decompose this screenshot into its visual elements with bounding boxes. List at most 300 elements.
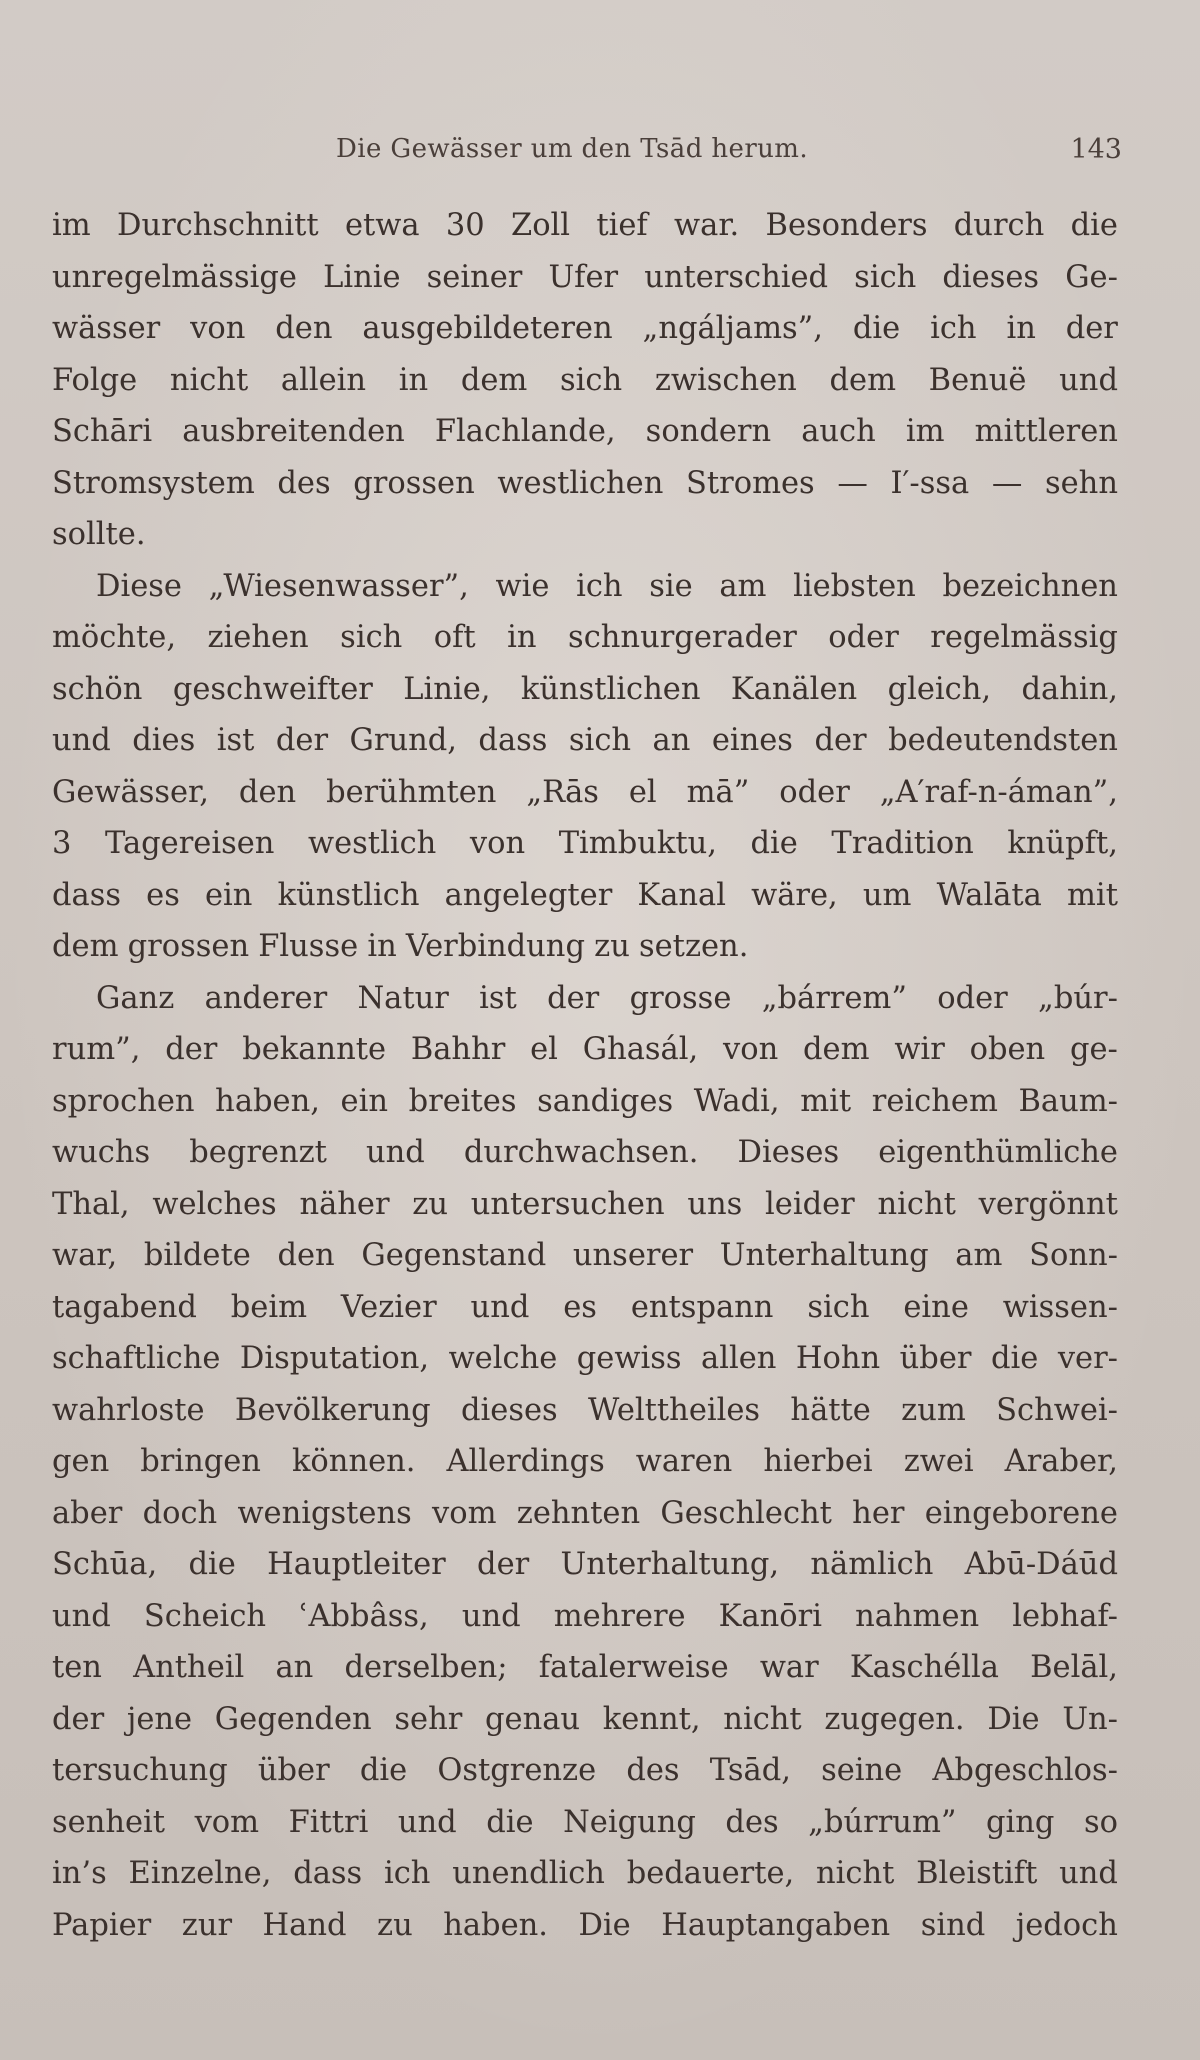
word: und <box>1059 1856 1118 1891</box>
text-line <box>52 664 1118 716</box>
word: wenigstens <box>237 1495 412 1531</box>
word: und <box>1059 362 1118 398</box>
text-line <box>52 1848 1118 1900</box>
word: ausbreitenden <box>182 414 405 449</box>
word: seiner <box>426 259 523 295</box>
word: mehrere <box>553 1598 686 1634</box>
text-line <box>52 509 1118 561</box>
word: oder <box>779 774 850 810</box>
word: unterschied <box>644 259 829 295</box>
word: el <box>628 774 657 810</box>
word: grossen <box>127 929 250 964</box>
word: Abgeschlos- <box>932 1753 1118 1788</box>
text-line <box>52 612 1118 664</box>
word: knüpft, <box>1007 826 1118 861</box>
word: bezeichnen <box>942 568 1118 604</box>
word: zu <box>594 929 630 964</box>
word: nämlich <box>810 1547 934 1582</box>
text-line <box>52 1642 1118 1694</box>
word: dem <box>52 929 119 964</box>
word: Unterhaltung, <box>560 1547 780 1582</box>
word: Linie, <box>403 671 491 707</box>
word: eingeborene <box>924 1495 1118 1531</box>
word: untersuchen <box>470 1186 665 1222</box>
word: dass <box>293 1856 363 1891</box>
word: es <box>563 1289 597 1325</box>
word: auch <box>801 414 876 449</box>
word: und <box>470 1289 530 1325</box>
word: schön <box>52 671 143 707</box>
word: bedauerte, <box>626 1856 795 1891</box>
word: sondern <box>645 414 772 449</box>
word: haben, <box>215 1083 320 1119</box>
word: dieses <box>460 1392 558 1428</box>
word: „Wiesenwasser”, <box>208 568 469 604</box>
word: zum <box>901 1392 966 1428</box>
word: war, <box>52 1238 118 1273</box>
word: Fittri <box>288 1804 369 1840</box>
word: uns <box>687 1186 743 1222</box>
word: Flusse <box>258 929 359 964</box>
word: geschweifter <box>172 671 373 707</box>
word: bringen <box>140 1444 261 1479</box>
word: ten <box>52 1650 102 1685</box>
word: wäre, <box>751 877 838 913</box>
word: ver- <box>1057 1341 1118 1376</box>
body-text <box>52 200 1118 1951</box>
page-header <box>96 134 1122 174</box>
word: angelegter <box>444 877 613 913</box>
word: bekannte <box>242 1032 387 1067</box>
word: Hand <box>262 1907 347 1943</box>
word: oder <box>828 620 899 655</box>
word: die <box>486 1804 534 1840</box>
word: Verbindung <box>405 929 585 964</box>
word: Schūa, <box>52 1547 158 1582</box>
word: ich <box>930 311 977 346</box>
word: Die <box>578 1907 631 1943</box>
word: — <box>991 465 1023 501</box>
word: senheit <box>52 1804 166 1840</box>
word: wie <box>495 568 550 604</box>
word: vom <box>432 1495 497 1531</box>
word: „búr- <box>1038 980 1118 1016</box>
word: wuchs <box>52 1135 151 1170</box>
word: genau <box>485 1701 581 1737</box>
word: derselben; <box>344 1650 508 1685</box>
word: „bárrem” <box>761 980 907 1016</box>
text-line <box>52 1024 1118 1076</box>
word: Kanälen <box>730 671 858 707</box>
word: des <box>725 1804 779 1840</box>
word: Antheil <box>133 1650 245 1685</box>
word: beim <box>230 1289 308 1325</box>
word: dass <box>52 877 122 913</box>
word: sind <box>920 1907 986 1943</box>
word: näher <box>299 1186 390 1222</box>
word: zehnten <box>516 1495 641 1531</box>
word: bildete <box>143 1238 251 1273</box>
word: — <box>837 465 868 501</box>
word: anderer <box>204 980 328 1016</box>
word: Linie <box>323 259 401 295</box>
word: sich <box>854 259 917 295</box>
word: Hohn <box>795 1341 881 1376</box>
word: waren <box>635 1444 733 1479</box>
word: „búrrum” <box>808 1804 957 1840</box>
word: war. <box>674 208 740 243</box>
word: den <box>275 311 333 346</box>
word: Natur <box>357 980 449 1016</box>
word: tagabend <box>52 1289 197 1325</box>
word: und <box>52 723 111 758</box>
word: im <box>52 208 91 243</box>
word: sprochen <box>52 1083 195 1119</box>
word: Araber, <box>1004 1444 1118 1479</box>
word: war <box>759 1650 819 1685</box>
word: in <box>507 620 537 655</box>
word: Kanōri <box>718 1598 822 1634</box>
word: ein <box>340 1083 388 1119</box>
word: Folge <box>52 362 138 398</box>
word: Ostgrenze <box>437 1753 597 1788</box>
page-number: 143 <box>1070 134 1122 165</box>
word: Tsād, <box>709 1753 791 1788</box>
word: leider <box>765 1186 855 1222</box>
word: wahrloste <box>52 1392 205 1428</box>
word: seine <box>821 1753 903 1788</box>
word: den <box>238 774 297 810</box>
word: die <box>852 311 901 346</box>
word: der <box>1065 311 1118 346</box>
word: oder <box>937 980 1008 1016</box>
text-line <box>52 921 1118 973</box>
word: gewiss <box>576 1341 682 1376</box>
word: Bahhr <box>410 1032 506 1067</box>
word: Vezier <box>340 1289 437 1325</box>
word: Die <box>987 1701 1040 1737</box>
word: von <box>190 311 246 346</box>
word: die <box>359 1753 408 1788</box>
word: Thal, <box>52 1186 130 1222</box>
word: tersuchung <box>52 1753 228 1788</box>
word: westlich <box>308 826 437 861</box>
word: und <box>366 1135 425 1170</box>
word: zugegen. <box>824 1701 965 1737</box>
word: die <box>1070 208 1118 243</box>
word: der <box>52 1701 105 1737</box>
word: unserer <box>572 1238 694 1273</box>
word: von <box>722 1032 779 1067</box>
word: von <box>469 826 526 861</box>
text-line <box>52 1900 1118 1952</box>
word: Bevölkerung <box>234 1392 431 1428</box>
word: Wadi, <box>693 1083 780 1119</box>
word: begrenzt <box>189 1135 327 1170</box>
word: entspann <box>630 1289 774 1325</box>
word: Durchschnitt <box>116 208 319 243</box>
word: Geschlecht <box>660 1495 832 1531</box>
word: durch <box>953 208 1045 243</box>
word: dem <box>803 1032 870 1067</box>
word: sehn <box>1044 465 1118 501</box>
word: des <box>277 465 331 501</box>
word: regelmässig <box>930 620 1118 655</box>
text-line <box>52 406 1118 458</box>
word: Neigung <box>563 1804 696 1840</box>
text-line <box>52 1539 1118 1591</box>
word: breites <box>408 1083 517 1119</box>
word: mittleren <box>974 414 1118 449</box>
word: reichem <box>871 1083 998 1119</box>
word: dies <box>132 723 196 758</box>
word: zwischen <box>654 362 797 398</box>
word: in <box>398 362 429 398</box>
word: wässer <box>52 311 161 346</box>
word: vom <box>194 1804 260 1840</box>
word: mit <box>1067 877 1118 913</box>
word: eigenthümliche <box>878 1135 1118 1170</box>
word: der <box>477 1547 530 1582</box>
word: unregelmässige <box>52 259 297 295</box>
word: der <box>547 980 600 1016</box>
word: möchte, <box>52 620 177 655</box>
text-line <box>52 1333 1118 1385</box>
word: berühmten <box>326 774 497 810</box>
word: Kanal <box>637 877 726 913</box>
word: dem <box>460 362 528 398</box>
word: doch <box>142 1495 218 1531</box>
word: schaftliche <box>52 1341 221 1376</box>
word: jedoch <box>1015 1907 1118 1943</box>
word: sie <box>649 568 693 604</box>
word: Hauptleiter <box>267 1547 446 1582</box>
word: die <box>188 1547 236 1582</box>
word: und <box>52 1598 111 1634</box>
word: grosse <box>629 980 732 1016</box>
word: jene <box>126 1701 193 1737</box>
word: ʿAbbâss, <box>299 1598 429 1634</box>
word: Timbuktu, <box>558 826 717 861</box>
word: wissen- <box>1002 1289 1118 1325</box>
word: nahmen <box>855 1598 980 1634</box>
word: zwei <box>903 1444 974 1479</box>
text-line <box>52 1745 1118 1797</box>
word: westlichen <box>497 465 664 501</box>
word: und <box>461 1598 521 1634</box>
word: und <box>397 1804 457 1840</box>
word: Sonn- <box>1029 1238 1118 1273</box>
word: über <box>257 1753 330 1788</box>
word: ein <box>205 877 253 913</box>
word: aber <box>52 1495 123 1531</box>
word: in’s <box>52 1856 107 1891</box>
word: ausgebildeteren <box>362 311 613 346</box>
word: „Rās <box>526 774 599 810</box>
word: des <box>626 1753 680 1788</box>
word: Walāta <box>936 877 1042 913</box>
word: kennt, <box>602 1701 701 1737</box>
word: Flachlande, <box>434 414 616 449</box>
word: bedeutendsten <box>888 723 1118 758</box>
word: über <box>899 1341 972 1376</box>
word: hierbei <box>763 1444 873 1479</box>
word: Belāl, <box>1030 1650 1118 1685</box>
word: grossen <box>353 465 475 501</box>
word: nicht <box>723 1701 802 1737</box>
word: in <box>1006 311 1036 346</box>
word: zu <box>377 1907 413 1943</box>
word: sollte. <box>52 517 146 552</box>
text-line <box>52 1282 1118 1334</box>
word: Bleistift <box>916 1856 1038 1891</box>
word: Ge- <box>1065 259 1118 295</box>
word: „ngáljams”, <box>642 311 823 346</box>
word: Stromsystem <box>52 465 255 501</box>
word: Schwei- <box>996 1392 1118 1428</box>
word: 3 <box>52 826 72 861</box>
word: an <box>652 723 691 758</box>
word: ging <box>985 1804 1055 1840</box>
word: sich <box>560 362 623 398</box>
word: tief <box>596 208 648 243</box>
word: ge- <box>1069 1032 1118 1067</box>
word: vergönnt <box>978 1186 1118 1222</box>
word: Gegenstand <box>361 1238 547 1273</box>
word: Zoll <box>511 208 571 243</box>
word: Gewässer, <box>52 774 209 810</box>
word: Scheich <box>143 1598 267 1634</box>
word: fatalerweise <box>538 1650 729 1685</box>
text-line <box>52 870 1118 922</box>
word: um <box>862 877 912 913</box>
word: dem <box>829 362 896 398</box>
word: unendlich <box>452 1856 605 1891</box>
text-line <box>52 458 1118 510</box>
text-line <box>52 303 1118 355</box>
word: Tagereisen <box>104 826 275 861</box>
word: zur <box>181 1907 233 1943</box>
word: rum”, <box>52 1032 141 1067</box>
word: setzen. <box>638 929 749 964</box>
word: am <box>719 568 767 604</box>
word: sandiges <box>537 1083 674 1119</box>
word: Einzelne, <box>128 1856 272 1891</box>
word: künstlich <box>277 877 420 913</box>
word: Un- <box>1062 1701 1118 1737</box>
text-line <box>52 1179 1118 1231</box>
word: her <box>852 1495 905 1531</box>
word: Besonders <box>765 208 928 243</box>
word: Allerdings <box>446 1444 605 1479</box>
word: im <box>905 414 945 449</box>
word: schnurgerader <box>568 620 797 655</box>
word: der <box>275 723 329 758</box>
word: Unterhaltung <box>719 1238 929 1273</box>
text-line <box>52 818 1118 870</box>
text-line <box>52 1127 1118 1179</box>
text-line <box>52 973 1118 1025</box>
word: gen <box>52 1444 110 1479</box>
word: der <box>814 723 867 758</box>
text-line <box>52 767 1118 819</box>
word: Schāri <box>52 414 153 449</box>
word: künstlichen <box>520 671 701 707</box>
word: ziehen <box>207 620 309 655</box>
word: Grund, <box>349 723 457 758</box>
word: nicht <box>877 1186 956 1222</box>
text-line <box>52 561 1118 613</box>
word: Stromes <box>685 465 815 501</box>
word: sich <box>568 723 632 758</box>
word: Kaschélla <box>849 1650 999 1685</box>
word: Dieses <box>737 1135 840 1170</box>
word: dahin, <box>1021 671 1118 707</box>
word: durchwachsen. <box>463 1135 699 1170</box>
word: mit <box>800 1083 852 1119</box>
word: am <box>955 1238 1003 1273</box>
word: Disputation, <box>239 1341 430 1376</box>
word: mā” <box>686 774 750 810</box>
running-title: Die Gewässer um den Tsād herum. <box>336 134 809 164</box>
text-line <box>52 355 1118 407</box>
word: wir <box>894 1032 945 1067</box>
text-line <box>52 1385 1118 1437</box>
text-line <box>52 1488 1118 1540</box>
word: Diese <box>96 568 182 604</box>
word: Papier <box>52 1907 152 1943</box>
word: Benuë <box>928 362 1027 398</box>
word: allen <box>701 1341 777 1376</box>
text-line <box>52 1076 1118 1128</box>
word: es <box>146 877 180 913</box>
word: liebsten <box>793 568 916 604</box>
word: sich <box>807 1289 870 1325</box>
word: allein <box>280 362 367 398</box>
word: Tradition <box>831 826 974 861</box>
text-line <box>52 1797 1118 1849</box>
word: so <box>1083 1804 1118 1840</box>
word: dass <box>478 723 548 758</box>
word: welche <box>448 1341 558 1376</box>
word: der <box>165 1032 218 1067</box>
word: nicht <box>169 362 249 398</box>
word: I′-ssa <box>890 465 970 501</box>
word: sich <box>340 620 403 655</box>
word: gleich, <box>887 671 992 707</box>
word: hätte <box>790 1392 871 1428</box>
text-line <box>52 1591 1118 1643</box>
text-line <box>52 715 1118 767</box>
word: die <box>990 1341 1039 1376</box>
text-line <box>52 200 1118 252</box>
word: dieses <box>942 259 1040 295</box>
word: Welttheiles <box>588 1392 761 1428</box>
word: Abū-Dáūd <box>964 1547 1118 1582</box>
word: haben. <box>443 1907 548 1943</box>
word: nicht <box>816 1856 895 1891</box>
text-line <box>52 1694 1118 1746</box>
word: sehr <box>394 1701 463 1737</box>
word: etwa <box>344 208 420 243</box>
word: lebhaf- <box>1012 1598 1118 1634</box>
word: el <box>530 1032 558 1067</box>
word: oben <box>969 1032 1046 1067</box>
text-line <box>52 1230 1118 1282</box>
word: Ganz <box>96 980 175 1016</box>
word: an <box>275 1650 314 1685</box>
word: 30 <box>445 208 485 243</box>
